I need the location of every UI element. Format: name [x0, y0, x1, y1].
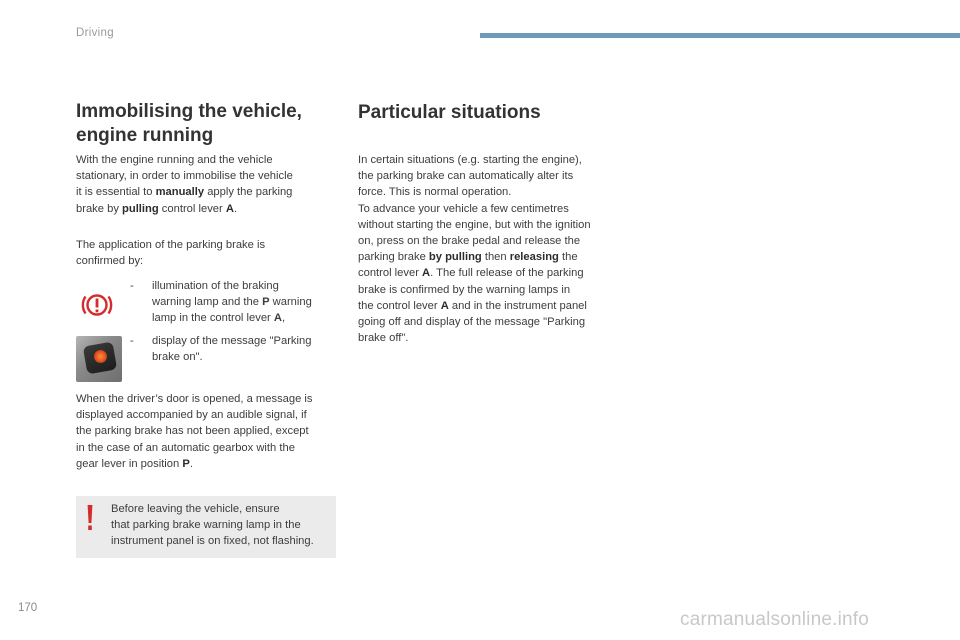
bullet-item-message: [130, 333, 345, 367]
right-section-title: Particular situations: [358, 102, 541, 123]
right-paragraph: In certain situations (e.g. starting the engine), the parking brake can automatically alter its force. This is normal operation. To advance your vehicle a few centimetres without starting the engine, but with the ignition on, press on the brake pedal and release the parking brake by pulling then releasing the control lever A. The full release of the parking brake is confirmed by the warning lamps in the control lever A and in the instrument panel going off and display of the message "Parking brake off".: [358, 154, 591, 345]
watermark: carmanualsonline.info: [680, 609, 870, 630]
page-number: 170: [18, 602, 38, 614]
parking-brake-warning-icon: [80, 288, 114, 322]
header-accent-bar: [480, 33, 960, 38]
left-title-line1: Immobilising the vehicle,: [76, 101, 302, 122]
left-title-line2: engine running: [76, 125, 214, 146]
lever-warning-light-icon: [94, 350, 107, 363]
left-paragraph-1: With the engine running and the vehicle stationary, in order to immobilise the vehicle it is essential to manually apply the parking brake by pulling control lever A.: [76, 154, 293, 215]
left-section-title: [76, 100, 346, 148]
section-label: Driving: [76, 27, 114, 39]
left-paragraph-2: The application of the parking brake is confirmed by:: [76, 239, 266, 268]
bullet-dash: -: [130, 335, 134, 347]
note-text: Before leaving the vehicle, ensure that parking brake warning lamp in the instrument panel is on fixed, not flashing.: [111, 503, 314, 548]
bullet-dash: -: [130, 280, 134, 292]
bullet-message-text: display of the message "Parking brake on".: [152, 335, 312, 364]
bullet-lamp-text: illumination of the braking warning lamp and the P warning lamp in the control lever A,: [152, 280, 312, 325]
bullet-item-lamp: [130, 278, 345, 328]
left-paragraph-3: When the driver’s door is opened, a message is displayed accompanied by an audible signal, if the parking brake has not been applied, except in the case of an automatic gearbox with the gear lever in position P.: [76, 393, 313, 470]
parking-brake-lever-image: [76, 336, 122, 382]
exclamation-icon: [87, 505, 93, 531]
